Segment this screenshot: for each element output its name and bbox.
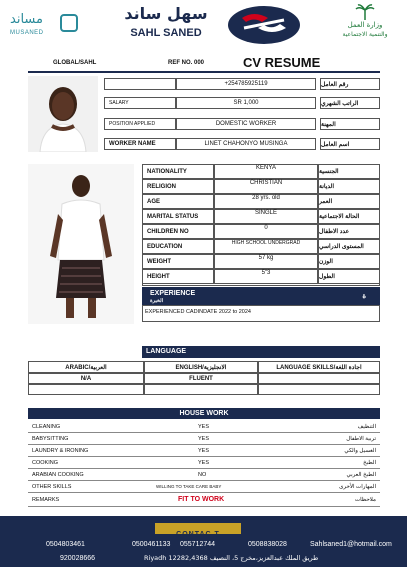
top-info-value-0: +254785925119 bbox=[176, 78, 316, 90]
sahl-logo-icon bbox=[228, 6, 300, 44]
housework-value: YES bbox=[198, 447, 210, 454]
language-header-english: ENGLISH/الانجليزية bbox=[144, 361, 258, 373]
detail-ar-7: الطول bbox=[318, 269, 380, 284]
top-info-en-2: POSITION APPLIED bbox=[104, 118, 176, 130]
remarks-value: FIT TO WORK bbox=[178, 496, 225, 503]
phone-2[interactable]: 0500461133 bbox=[132, 541, 171, 548]
language-value-arabic: N/A bbox=[28, 373, 144, 384]
phone-1[interactable]: 0504803461 bbox=[46, 541, 85, 548]
housework-skill: ARABIAN COOKING bbox=[32, 471, 84, 478]
detail-en-5: EDUCATION bbox=[142, 239, 214, 254]
housework-skill-ar: ملاحظات bbox=[355, 496, 376, 503]
footer bbox=[0, 516, 407, 567]
housework-skill: BABYSITTING bbox=[32, 435, 69, 442]
detail-ar-1: الديانة bbox=[318, 179, 380, 194]
top-info-en-3: WORKER NAME bbox=[104, 138, 176, 150]
housework-row bbox=[28, 469, 380, 481]
musaned-logo bbox=[10, 10, 85, 40]
musaned-name-en: MUSANED bbox=[10, 30, 44, 36]
language-value-english: FLUENT bbox=[144, 373, 258, 384]
housework-skill-ar: الغسيل والكي bbox=[344, 447, 376, 454]
language-title: LANGUAGE bbox=[146, 348, 187, 355]
musaned-logo-icon bbox=[60, 14, 78, 32]
detail-en-2: AGE bbox=[142, 194, 214, 209]
detail-ar-0: الجنسية bbox=[318, 164, 380, 179]
ministry-name-ar-2: والتنمية الاجتماعية bbox=[342, 31, 388, 38]
language-header-arabic: ARABIC/العربية bbox=[28, 361, 144, 373]
detail-value-6: 57 kg bbox=[214, 254, 318, 269]
detail-value-3: SINGLE bbox=[214, 209, 318, 224]
contact-email[interactable]: Sahlsaned1@hotmail.com bbox=[310, 541, 392, 548]
experience-label-ar: الخبرة bbox=[150, 298, 164, 304]
housework-row bbox=[28, 421, 380, 433]
housework-skill: COOKING bbox=[32, 459, 58, 466]
phone-4[interactable]: 0508838028 bbox=[248, 541, 287, 548]
title-bar bbox=[28, 55, 380, 73]
detail-value-0: KENYA bbox=[214, 164, 318, 179]
language-header-skills: LANGUAGE SKILLS/اجادة اللغة bbox=[258, 361, 380, 373]
worker-full-body-photo bbox=[28, 164, 134, 324]
ministry-logo bbox=[330, 4, 400, 44]
detail-en-4: CHILDREN NO bbox=[142, 224, 214, 239]
language-empty-1 bbox=[28, 384, 144, 395]
detail-value-4: 0 bbox=[214, 224, 318, 239]
detail-en-7: HEIGHT bbox=[142, 269, 214, 284]
language-value-skills bbox=[258, 373, 380, 384]
experience-label-ar-right: ة bbox=[362, 293, 366, 300]
palm-icon bbox=[355, 4, 375, 20]
housework-skill-ar: التنظيف bbox=[357, 423, 376, 430]
housework-row bbox=[28, 481, 380, 493]
detail-ar-2: العمر bbox=[318, 194, 380, 209]
detail-ar-4: عدد الاطفال bbox=[318, 224, 380, 239]
detail-en-0: NATIONALITY bbox=[142, 164, 214, 179]
sahl-name-ar: سهل ساند bbox=[124, 4, 208, 23]
top-info-ar-3: اسم العامل bbox=[320, 138, 380, 150]
housework-row bbox=[28, 493, 380, 507]
housework-skill-ar: المهارات الأخرى bbox=[339, 483, 376, 490]
detail-value-1: CHRISTIAN bbox=[214, 179, 318, 194]
language-empty-3 bbox=[258, 384, 380, 395]
housework-skill: CLEANING bbox=[32, 423, 61, 430]
housework-value: WILLING TO TAKE CARE BABY bbox=[156, 484, 222, 489]
detail-ar-5: المستوى الدراسي bbox=[318, 239, 380, 254]
top-info-value-1: SR 1,000 bbox=[176, 97, 316, 109]
housework-header bbox=[28, 408, 380, 419]
contact-badge bbox=[155, 523, 241, 538]
phone-5[interactable]: 920028666 bbox=[60, 555, 96, 562]
top-info-en-0 bbox=[104, 78, 176, 90]
contact-label: CONTAC T bbox=[176, 531, 220, 538]
header bbox=[0, 0, 407, 50]
housework-skill-ar: الطبخ العربي bbox=[346, 471, 376, 478]
housework-skill-ar: الطبخ bbox=[363, 459, 376, 466]
ref-number: REF NO. 000 bbox=[168, 60, 205, 66]
detail-en-3: MARITAL STATUS bbox=[142, 209, 214, 224]
detail-value-5: HIGH SCHOOL UNDERGRAD bbox=[214, 239, 318, 254]
top-info-ar-1: الراتب الشهري bbox=[320, 97, 380, 109]
housework-skill: REMARKS bbox=[32, 496, 60, 503]
address: Riyadh 12282,4368 طريق الملك عبدالعزيز،مخرج 5، النصيف bbox=[144, 554, 319, 562]
housework-row bbox=[28, 433, 380, 445]
top-info-ar-2: المهنة bbox=[320, 118, 380, 130]
experience-text: EXPERIENCED CADINDATE 2022 to 2024 bbox=[145, 309, 251, 315]
experience-box bbox=[142, 305, 380, 322]
global-label: GLOBAL/SAHL bbox=[53, 60, 97, 66]
housework-value: YES bbox=[198, 459, 210, 466]
language-empty-2 bbox=[144, 384, 258, 395]
housework-skill-ar: تربية الاطفال bbox=[346, 435, 376, 442]
housework-value: NO bbox=[198, 471, 207, 478]
top-info-ar-0: رقم العامل bbox=[320, 78, 380, 90]
detail-en-6: WEIGHT bbox=[142, 254, 214, 269]
sahl-name-en: SAHL SANED bbox=[130, 27, 202, 39]
housework-row bbox=[28, 457, 380, 469]
housework-skill: LAUNDRY & IRONING bbox=[32, 447, 89, 454]
top-info-value-2: DOMESTIC WORKER bbox=[176, 118, 316, 130]
phone-3[interactable]: 055712744 bbox=[180, 541, 216, 548]
detail-ar-6: الوزن bbox=[318, 254, 380, 269]
experience-header bbox=[142, 287, 380, 305]
housework-value: YES bbox=[198, 435, 210, 442]
housework-value: YES bbox=[198, 423, 210, 430]
detail-value-7: 5"3 bbox=[214, 269, 318, 284]
detail-ar-3: الحالة الاجتماعية bbox=[318, 209, 380, 224]
detail-value-2: 28 yrs. old bbox=[214, 194, 318, 209]
housework-row bbox=[28, 445, 380, 457]
experience-label-en: EXPERIENCE bbox=[150, 290, 196, 297]
top-info-en-1: SALARY bbox=[104, 97, 176, 109]
ministry-name-ar-1: وزارة العمل bbox=[347, 21, 383, 29]
page-title: CV RESUME bbox=[243, 55, 321, 70]
musaned-name-ar: مساند bbox=[10, 12, 43, 27]
language-header bbox=[142, 346, 380, 358]
worker-portrait-photo bbox=[28, 76, 98, 152]
housework-skill: OTHER SKILLS bbox=[32, 483, 72, 490]
detail-en-1: RELIGION bbox=[142, 179, 214, 194]
housework-title: HOUSE WORK bbox=[179, 410, 229, 417]
top-info-value-3: LINET CHAHONYO MUSINGA bbox=[176, 138, 316, 150]
